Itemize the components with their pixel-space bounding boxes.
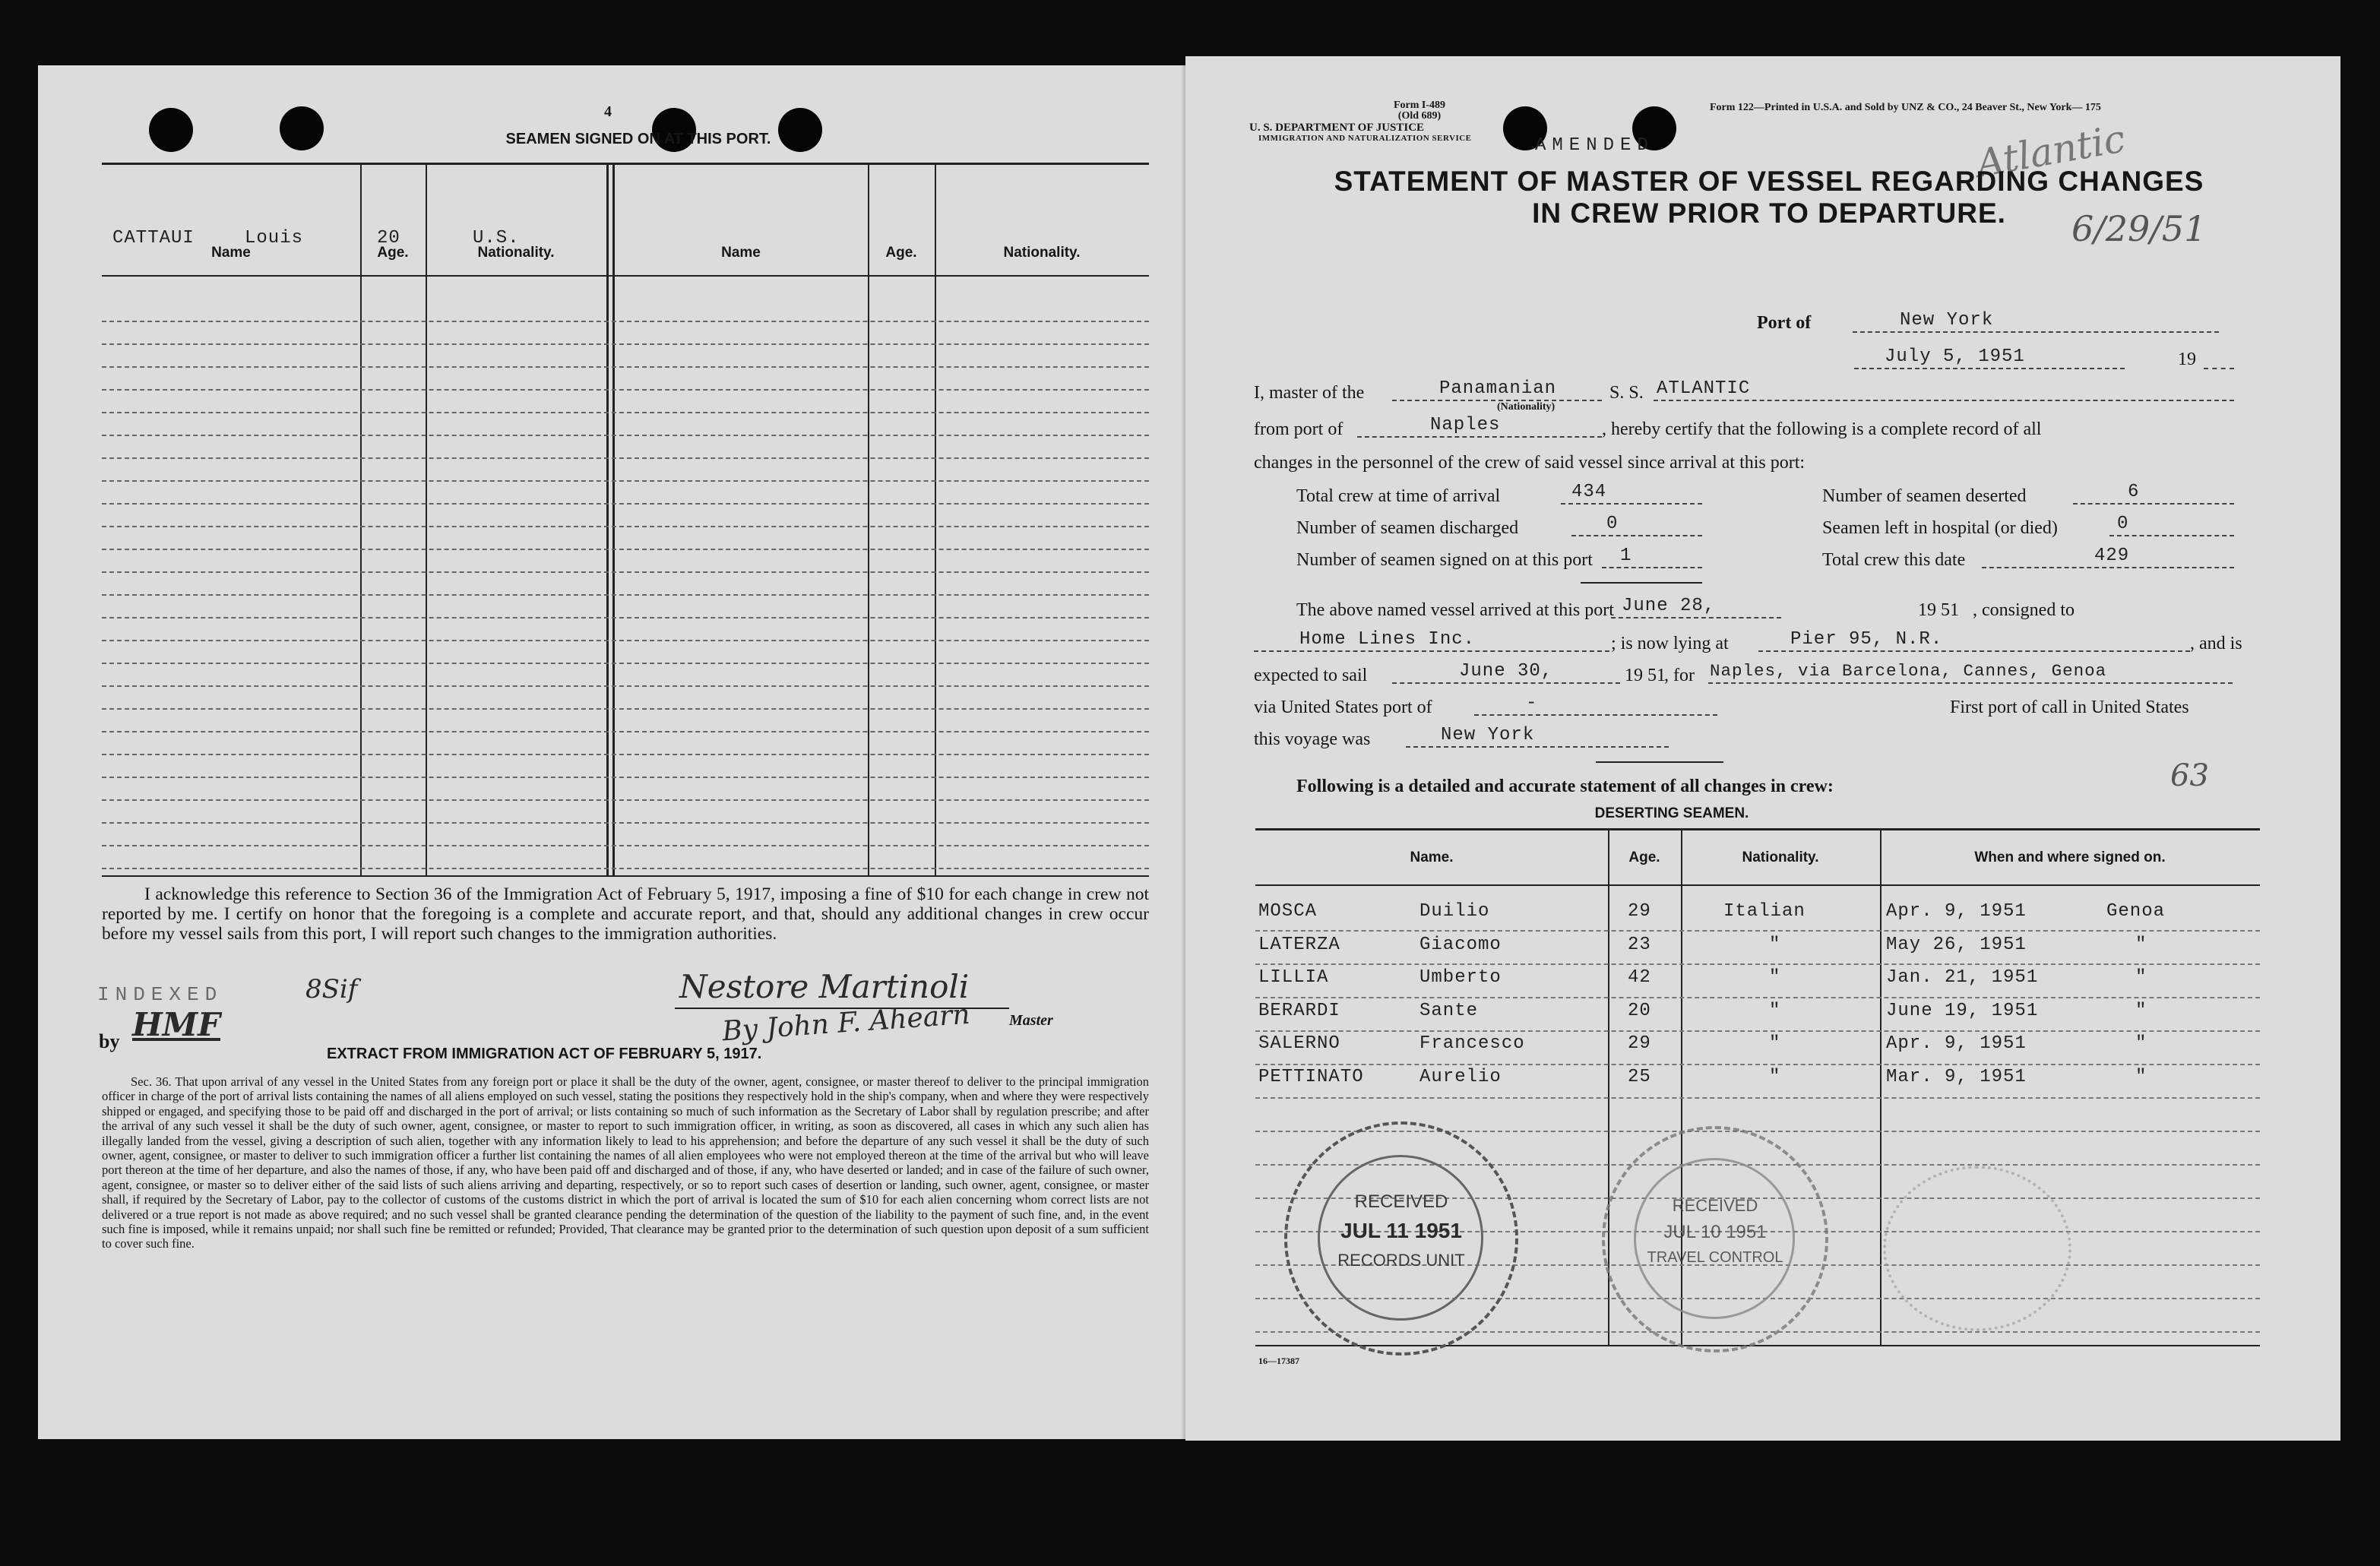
row-line [102, 321, 1149, 322]
left-page [38, 65, 1185, 1439]
row-line [102, 412, 1149, 413]
row-line [102, 799, 1149, 801]
arrived-value: June 28, [1622, 596, 1716, 616]
stat-line [1571, 535, 1702, 536]
via-line [1474, 714, 1717, 716]
margin-note: Atlantic [1973, 116, 2128, 186]
margin-date: 6/29/51 [2071, 208, 2207, 249]
row-line [102, 868, 1149, 869]
row-line [102, 480, 1149, 482]
pier-value: Pier 95, N.R. [1790, 629, 1943, 650]
via-label: via United States port of [1254, 698, 1432, 717]
deserter-given-name: Aurelio [1419, 1066, 1502, 1087]
deserter-signed-place: " [2135, 934, 2147, 955]
row-line [102, 822, 1149, 824]
column-header-signed-on: When and where signed on. [1974, 849, 2166, 865]
total-crew-date-label: Total crew this date [1822, 550, 1966, 570]
punch-hole [280, 106, 324, 150]
deserter-signed-date: Apr. 9, 1951 [1886, 901, 2027, 922]
deserter-surname: PETTINATO [1258, 1066, 1364, 1087]
deserter-signed-date: June 19, 1951 [1886, 1000, 2039, 1021]
deserter-nationality: " [1769, 1033, 1781, 1054]
table-top-rule [1255, 828, 2260, 830]
nationality-value: Panamanian [1439, 378, 1557, 399]
total-crew-date-value: 429 [2094, 546, 2130, 566]
total-crew-arrival-label: Total crew at time of arrival [1296, 486, 1501, 506]
from-port-value: Naples [1430, 415, 1501, 435]
deserter-signed-place: " [2135, 967, 2147, 988]
row-line [102, 503, 1149, 505]
deserting-title: DESERTING SEAMEN. [1594, 805, 1749, 821]
deserter-nationality: " [1769, 967, 1781, 988]
row-line [1255, 1064, 2260, 1065]
column-divider [360, 164, 362, 875]
stat-line [1602, 567, 1702, 568]
department-name: U. S. DEPARTMENT OF JUSTICE [1249, 122, 1425, 134]
master-of-label: I, master of the [1254, 383, 1365, 403]
row-line [102, 777, 1149, 778]
page-title: SEAMEN SIGNED ON AT THIS PORT. [505, 131, 771, 147]
row-line [102, 754, 1149, 755]
row-line [102, 617, 1149, 618]
ship-name: ATLANTIC [1657, 378, 1751, 399]
row-line [1255, 963, 2260, 965]
row-line [1255, 1097, 2260, 1099]
deserter-signed-date: Mar. 9, 1951 [1886, 1066, 2027, 1087]
consignee-value: Home Lines Inc. [1299, 629, 1476, 650]
row-line [102, 549, 1149, 550]
ship-line [1654, 400, 2234, 401]
deserter-given-name: Francesco [1419, 1033, 1525, 1054]
row-line [102, 571, 1149, 573]
and-is-label: , and is [2190, 634, 2242, 653]
column-header-name: Name. [1410, 849, 1454, 865]
column-header-nationality: Nationality. [1003, 245, 1081, 261]
deserter-age: 25 [1628, 1066, 1651, 1087]
row-line [102, 435, 1149, 436]
lying-label: ; is now lying at [1611, 634, 1729, 653]
column-header-nationality: Nationality. [477, 245, 555, 261]
year-prefix: 19 [2178, 350, 2196, 369]
deserter-signed-place: " [2135, 1033, 2147, 1054]
deserter-signed-place: " [2135, 1000, 2147, 1021]
footer-code: 16—17387 [1258, 1356, 1299, 1366]
received-stamp-records: RECEIVED JUL 11 1951 RECORDS UNIT [1284, 1122, 1518, 1356]
stat-line [1982, 567, 2234, 568]
column-header-age: Age. [885, 245, 917, 261]
deserter-age: 20 [1628, 1000, 1651, 1021]
seaman-given-name: Louis [245, 228, 304, 248]
service-name: IMMIGRATION AND NATURALIZATION SERVICE [1258, 134, 1472, 143]
deserter-age: 29 [1628, 1033, 1651, 1054]
column-divider [612, 164, 615, 875]
row-line [102, 845, 1149, 846]
form-number: Form I-489 (Old 689) [1393, 100, 1446, 122]
port-of-line [1853, 331, 2219, 333]
port-of-value: New York [1900, 310, 1994, 331]
row-line [1255, 930, 2260, 932]
deserter-signed-date: Apr. 9, 1951 [1886, 1033, 2027, 1054]
row-line [102, 708, 1149, 710]
seaman-age: 20 [377, 228, 400, 248]
deserter-age: 29 [1628, 901, 1651, 922]
row-line [1255, 1030, 2260, 1032]
signed-on-label: Number of seamen signed on at this port [1296, 550, 1593, 570]
column-divider [606, 164, 609, 875]
row-line [102, 640, 1149, 641]
indexed-stamp: INDEXED [97, 983, 223, 1006]
voyage-label: this voyage was [1254, 729, 1371, 749]
deserter-signed-date: Jan. 21, 1951 [1886, 967, 2039, 988]
following-text: Following is a detailed and accurate statement of all changes in crew: [1296, 777, 1834, 796]
arrived-year: 19 51 [1918, 600, 1959, 620]
deserter-nationality: " [1769, 934, 1781, 955]
deserter-given-name: Giacomo [1419, 934, 1502, 955]
page-number: 4 [604, 103, 612, 120]
arrived-label: The above named vessel arrived at this port [1296, 600, 1614, 620]
total-crew-arrival-value: 434 [1571, 482, 1607, 502]
deserter-nationality: " [1769, 1066, 1781, 1087]
column-divider [1880, 830, 1882, 1345]
stat-line [2073, 503, 2234, 505]
separator-rule [1581, 582, 1702, 584]
deserter-given-name: Umberto [1419, 967, 1502, 988]
pier-line [1758, 650, 2190, 652]
printer-line: Form 122—Printed in U.S.A. and Sold by UNZ & CO., 24 Beaver St., New York— 175 [1710, 102, 2101, 113]
deserter-signed-date: May 26, 1951 [1886, 934, 2027, 955]
date-line [1854, 368, 2125, 369]
master-label: Master [1009, 1012, 1053, 1029]
column-divider [426, 164, 427, 875]
sail-date-value: June 30, [1459, 661, 1553, 682]
stat-line [2109, 535, 2234, 536]
deserter-nationality: Italian [1723, 901, 1806, 922]
seaman-nationality: U.S. [473, 228, 520, 248]
received-stamp-travel-control: RECEIVED JUL 10 1951 TRAVEL CONTROL [1602, 1126, 1828, 1352]
sail-year: 19 51 [1625, 666, 1666, 685]
row-line [102, 343, 1149, 345]
amended-stamp: AMENDED [1535, 135, 1654, 156]
by-label: by [99, 1030, 120, 1052]
via-value: - [1526, 693, 1538, 713]
row-line [102, 457, 1149, 459]
form-title: STATEMENT OF MASTER OF VESSEL REGARDING CHANGES IN CREW PRIOR TO DEPARTURE. [1334, 166, 2204, 229]
row-line [102, 526, 1149, 527]
column-header-name: Name [721, 245, 761, 261]
sail-date-line [1392, 682, 1620, 684]
expected-label: expected to sail [1254, 666, 1368, 685]
deserter-signed-place: " [2135, 1066, 2147, 1087]
year-line [2204, 368, 2234, 369]
deserter-given-name: Sante [1419, 1000, 1479, 1021]
table-top-rule [102, 163, 1149, 165]
deserter-surname: LATERZA [1258, 934, 1340, 955]
seaman-surname: CATTAUI [112, 228, 195, 248]
row-line [102, 663, 1149, 664]
deserter-given-name: Duilio [1419, 901, 1490, 922]
row-line [102, 685, 1149, 687]
nationality-caption: (Nationality) [1497, 401, 1556, 413]
table-bottom-rule [102, 875, 1149, 877]
handwritten-number: 63 [2170, 758, 2209, 793]
table-header-rule [1255, 884, 2260, 886]
row-line [102, 389, 1149, 391]
deserter-surname: MOSCA [1258, 901, 1318, 922]
faded-stamp [1883, 1166, 2071, 1331]
certify-text: , hereby certify that the following is a complete record of all [1602, 419, 2042, 439]
punch-hole [149, 108, 193, 152]
for-label: , for [1664, 666, 1695, 685]
column-header-age: Age. [1628, 849, 1660, 865]
deserted-value: 6 [2128, 482, 2140, 502]
consignee-line [1254, 650, 1609, 652]
column-divider [868, 164, 869, 875]
row-line [1255, 997, 2260, 998]
extract-text: Sec. 36. That upon arrival of any vessel in the United States from any foreign port or place it shall be the duty of the owner, agent, consignee, or master thereof to deliver to the principal immigration officer in charge of the port of arrival lists containing the names of all aliens employed on such vessel, stating the positions they respectively hold in the ship's company, when and where they were respectively shipped or engaged, and specifying those to be paid off and discharged in the port of arrival; or lists containing so much of such information as the Secretary of Labor shall by regulation prescribe; and after the arrival of any such vessel it shall be the duty of such owner, agent, consignee, or master to report to such immigration officer, in writing, as soon as discovered, all cases in which any such alien has illegally landed from the vessel, giving a description of such alien, together with any information likely to lead to his apprehension; and before the departure of any such vessel it shall be the duty of such owner, agent, consignee, or master to deliver to such immigration officer a further list containing the names of all alien employees who were not employed thereon at the time of the arrival but who will leave port thereon at the time of her departure, and also the names of those, if any, who have been paid off and discharged and of those, if any, who have deserted or landed; and in case of the failure of such owner, agent, consignee, or master so to deliver either of the said lists of such aliens arriving and departing, respectively, or so to report such cases of desertion or landing, such owner, agent, consignee, or master shall, if required by the Secretary of Labor, pay to the collector of customs of the customs district in which the port of arrival is located the sum of $10 for each alien concerning whom correct lists are not delivered or a true report is not made as above required; and no such vessel shall be granted clearance pending the determination of the question of the liability to the payment of such fine, and, in the event such fine is imposed, while it remains unpaid; nor shall such fine be remitted or refunded; Provided, That clearance may be granted prior to the determination of such question upon deposit of a sum sufficient to cover such fine. [102, 1074, 1149, 1251]
first-port-label: First port of call in United States [1950, 698, 2189, 717]
discharged-label: Number of seamen discharged [1296, 518, 1519, 538]
deserter-surname: SALERNO [1258, 1033, 1340, 1054]
column-header-name: Name [211, 245, 251, 261]
column-header-nationality: Nationality. [1742, 849, 1819, 865]
deserter-age: 23 [1628, 934, 1651, 955]
column-divider [935, 164, 936, 875]
extract-title: EXTRACT FROM IMMIGRATION ACT OF FEBRUARY 5, 1917. [327, 1046, 762, 1062]
signed-on-value: 1 [1620, 546, 1632, 566]
date-value: July 5, 1951 [1885, 346, 2025, 367]
changes-text: changes in the personnel of the crew of said vessel since arrival at this port: [1254, 453, 1806, 473]
table-header-rule [102, 275, 1149, 277]
discharged-value: 0 [1606, 514, 1619, 534]
deserter-surname: BERARDI [1258, 1000, 1340, 1021]
right-page [1185, 56, 2340, 1441]
consigned-label: , consigned to [1973, 600, 2075, 620]
stat-line [1561, 503, 1702, 505]
arrived-line [1611, 617, 1781, 618]
port-of-label: Port of [1757, 313, 1812, 333]
row-line [102, 366, 1149, 368]
destination-line [1708, 682, 2233, 684]
master-signature: Nestore Martinoli [679, 968, 970, 1005]
deserter-surname: LILLIA [1258, 967, 1329, 988]
hospital-value: 0 [2117, 514, 2129, 534]
row-line [102, 594, 1149, 596]
column-header-age: Age. [377, 245, 409, 261]
destination-value: Naples, via Barcelona, Cannes, Genoa [1710, 661, 2107, 681]
separator-rule [1596, 761, 1723, 763]
hospital-label: Seamen left in hospital (or died) [1822, 518, 2058, 538]
deserted-label: Number of seamen deserted [1822, 486, 2027, 506]
from-port-line [1357, 436, 1602, 438]
indexed-note: 8Sif [305, 974, 358, 1004]
deserter-nationality: " [1769, 1000, 1781, 1021]
by-initials: HMF [132, 1006, 220, 1043]
ss-label: S. S. [1609, 383, 1644, 403]
agent-signature: By John F. Ahearn [720, 998, 971, 1048]
deserter-signed-place: Genoa [2106, 901, 2166, 922]
voyage-value: New York [1441, 725, 1535, 745]
deserter-age: 42 [1628, 967, 1651, 988]
acknowledgement-text: I acknowledge this reference to Section 36 of the Immigration Act of February 5, 1917, imposing a fine of $10 for each change in crew not reported by me. I certify on honor that the foregoing is a complete and accurate report, and that, should any additional changes in crew occur before my vessel sails from this port, I will report such changes to the immigration authorities. [102, 884, 1149, 944]
from-port-label: from port of [1254, 419, 1343, 439]
row-line [102, 731, 1149, 732]
voyage-line [1406, 746, 1669, 748]
